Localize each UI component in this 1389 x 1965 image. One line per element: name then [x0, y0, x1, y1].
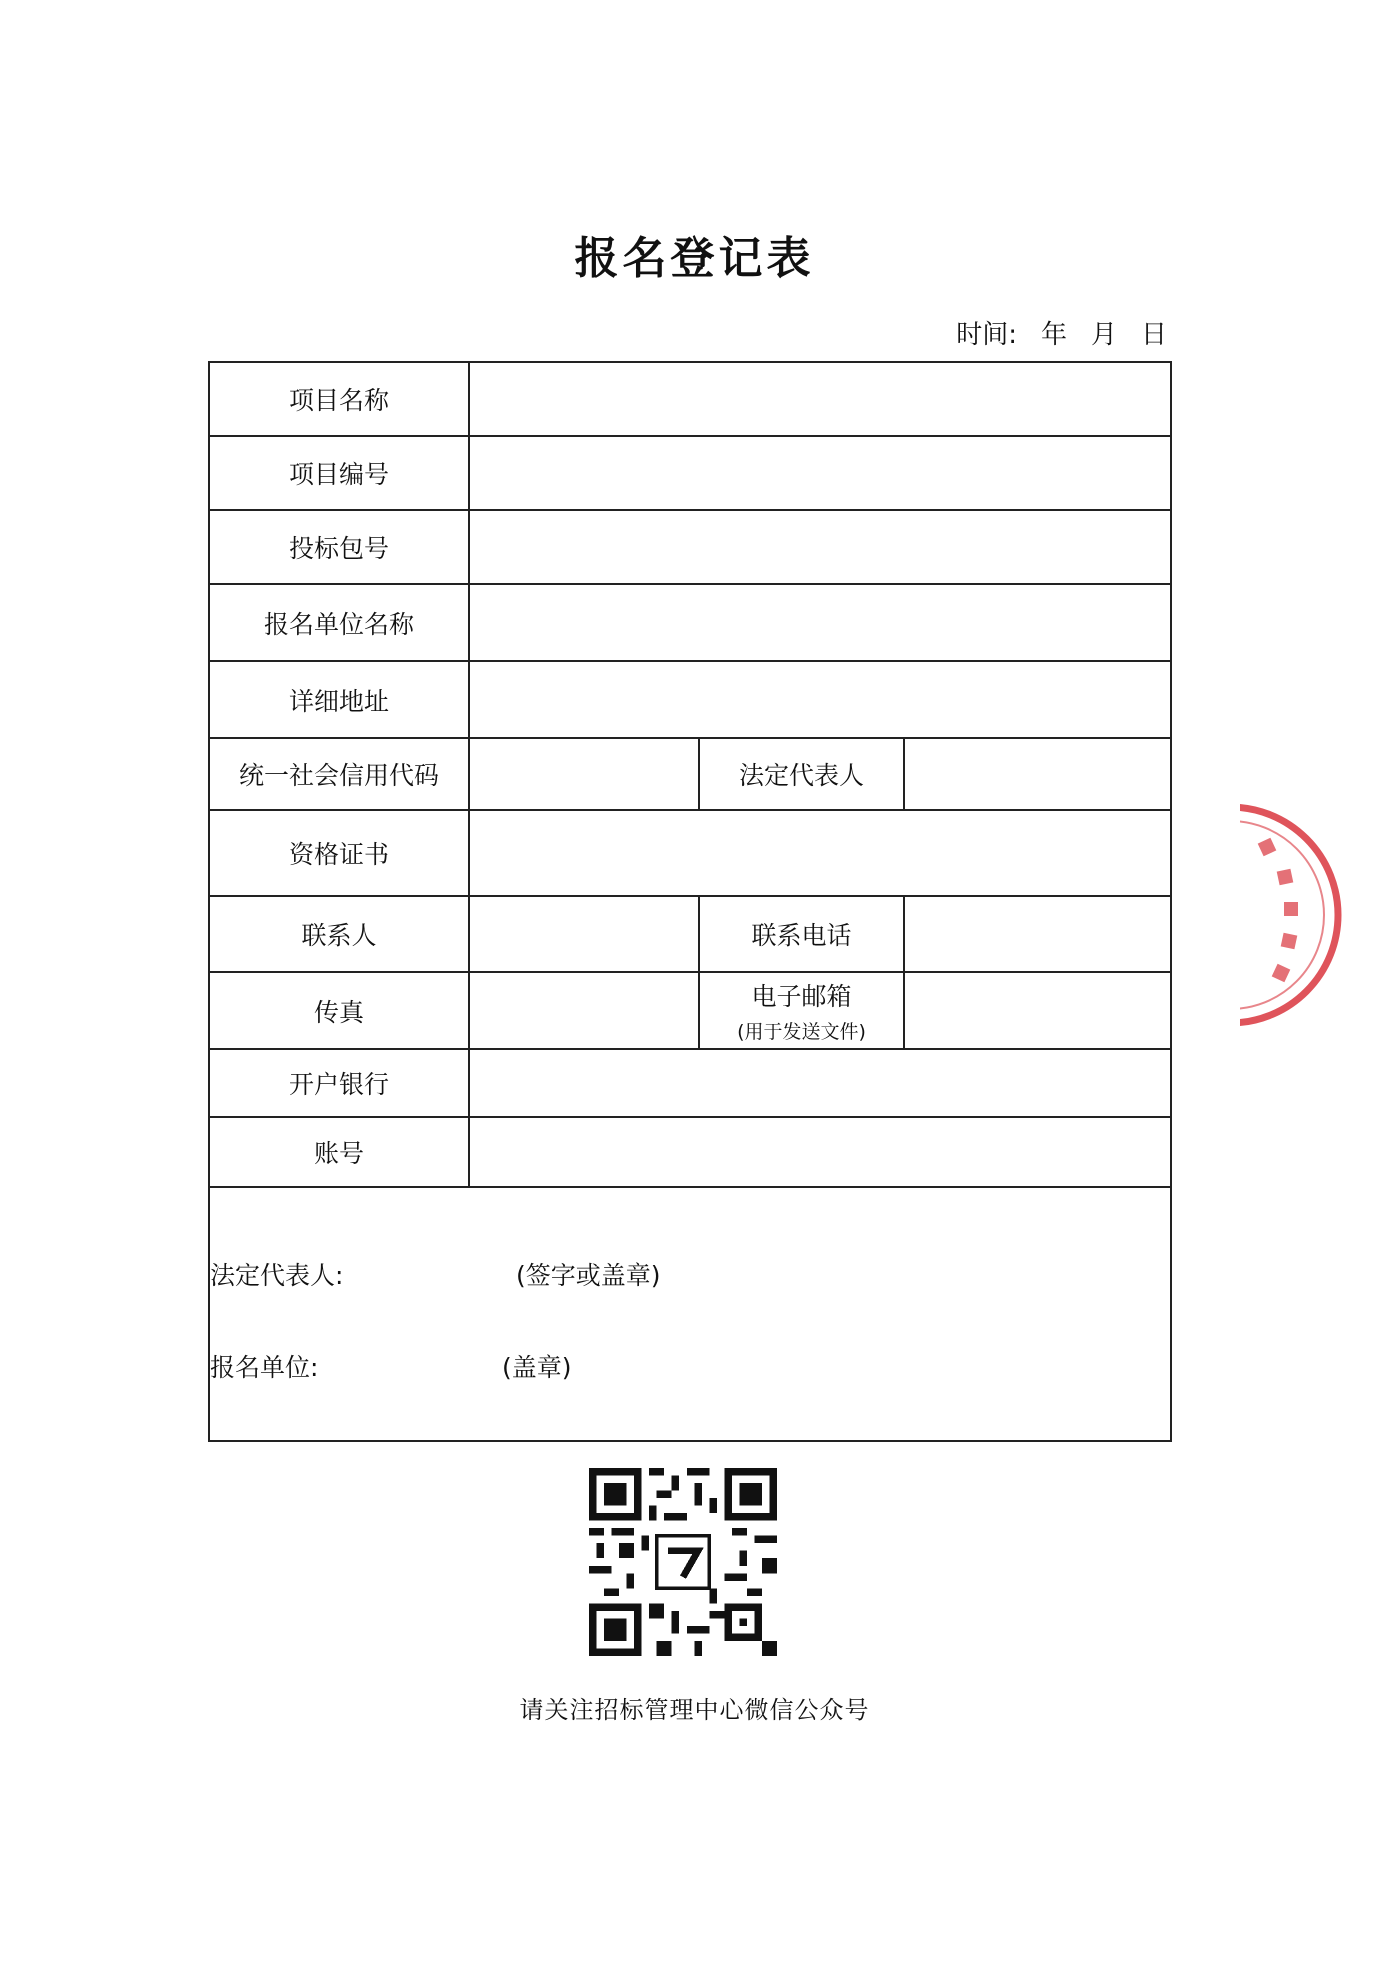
legal-rep-label: 法定代表人: [699, 738, 904, 810]
email-label-text: 电子邮箱: [751, 982, 852, 1011]
legal-rep-signature-label: 法定代表人:: [210, 1261, 344, 1290]
seal-stamp-image: [1240, 800, 1389, 1030]
date-year: 年: [1040, 320, 1067, 350]
unit-seal-note: (盖章): [502, 1353, 572, 1382]
address-label: 详细地址: [209, 661, 469, 738]
date-day: 日: [1140, 320, 1167, 350]
date-label: 时间:: [956, 320, 1017, 350]
project-number-label: 项目编号: [209, 436, 469, 510]
applicant-name-field[interactable]: [469, 584, 1171, 661]
unit-seal-row: [210, 1348, 572, 1384]
qualification-label: 资格证书: [209, 810, 469, 896]
qr-caption: 请关注招标管理中心微信公众号: [519, 1696, 870, 1724]
credit-code-field[interactable]: [469, 738, 699, 810]
fax-label: 传真: [209, 972, 469, 1049]
signature-section: [209, 1187, 1171, 1441]
bank-label: 开户银行: [209, 1049, 469, 1117]
credit-code-label: 统一社会信用代码: [209, 738, 469, 810]
contact-field[interactable]: [469, 896, 699, 972]
account-field[interactable]: [469, 1117, 1171, 1187]
email-label: [699, 972, 904, 1049]
unit-seal-label: 报名单位:: [210, 1353, 319, 1382]
legal-rep-signature-note: (签字或盖章): [516, 1261, 661, 1290]
project-name-field[interactable]: [469, 362, 1171, 436]
legal-rep-signature-row: [210, 1256, 661, 1292]
registration-table: [208, 361, 1172, 1442]
qr-code-image: [589, 1468, 777, 1656]
contact-label: 联系人: [209, 896, 469, 972]
fax-field[interactable]: [469, 972, 699, 1049]
bid-package-label: 投标包号: [209, 510, 469, 584]
bank-field[interactable]: [469, 1049, 1171, 1117]
applicant-name-label: 报名单位名称: [209, 584, 469, 661]
qualification-field[interactable]: [469, 810, 1171, 896]
date-month: 月: [1090, 320, 1117, 350]
email-note: (用于发送文件): [737, 1021, 866, 1043]
bid-package-field[interactable]: [469, 510, 1171, 584]
contact-phone-field[interactable]: [904, 896, 1171, 972]
page-title: 报名登记表: [574, 233, 815, 284]
email-field[interactable]: [904, 972, 1171, 1049]
project-number-field[interactable]: [469, 436, 1171, 510]
project-name-label: 项目名称: [209, 362, 469, 436]
contact-phone-label: 联系电话: [699, 896, 904, 972]
date-line: [956, 314, 1167, 351]
account-label: 账号: [209, 1117, 469, 1187]
address-field[interactable]: [469, 661, 1171, 738]
legal-rep-field[interactable]: [904, 738, 1171, 810]
